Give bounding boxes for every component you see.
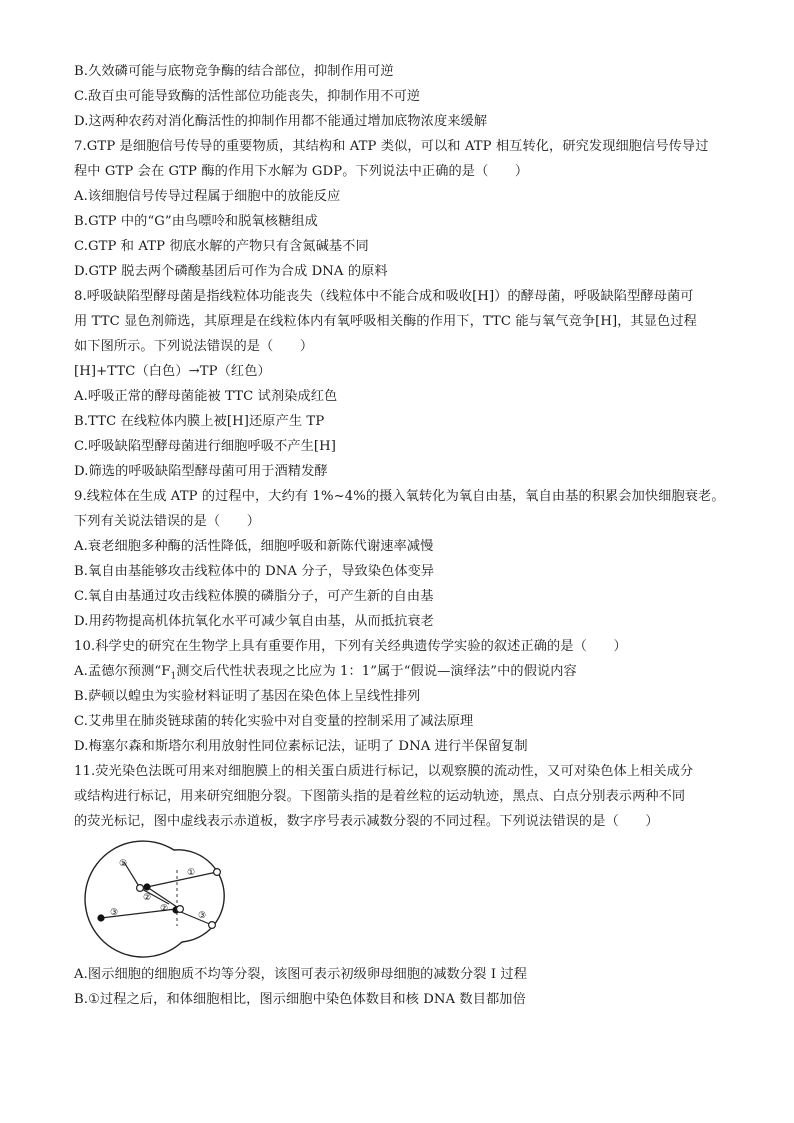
question-11-stem: 的荧光标记，图中虚线表示赤道板，数字序号表示减数分裂的不同过程。下列说法错误的是（ ） — [74, 814, 659, 829]
cell-membrane-outline — [85, 841, 224, 957]
track-1c — [147, 872, 217, 887]
label-step: ② — [143, 893, 152, 903]
option-line: D.筛选的呼吸缺陷型酵母菌可用于酒精发酵 — [74, 464, 328, 479]
option-line: A.该细胞信号传导过程属于细胞中的放能反应 — [74, 189, 341, 204]
option-line: A.衰老细胞多种酶的活性降低，细胞呼吸和新陈代谢速率减慢 — [74, 539, 434, 554]
question-8-stem: 用 TTC 显色剂筛选，其原理是在线粒体内有氧呼吸相关酶的作用下，TTC 能与氧气竞争[H]，其显色过程 — [74, 314, 697, 329]
white-dot — [177, 906, 184, 913]
white-dot — [209, 922, 216, 929]
option-line: C.GTP 和 ATP 彻底水解的产物只有含氮碱基不同 — [74, 239, 369, 254]
option-line: B.GTP 中的“G”由鸟嘌呤和脱氧核糖组成 — [74, 214, 318, 229]
option-line: C.呼吸缺陷型酵母菌进行细胞呼吸不产生[H] — [74, 439, 336, 454]
cell-division-figure — [72, 838, 248, 960]
option-line: A.图示细胞的细胞质不均等分裂，该图可表示初级卵母细胞的减数分裂 I 过程 — [74, 967, 528, 982]
label-step: ③ — [110, 908, 119, 918]
label-step: ③ — [198, 911, 207, 921]
text-line: B.久效磷可能与底物竞争酶的结合部位，抑制作用可逆 — [74, 64, 394, 79]
option-line: D.用药物提高机体抗氧化水平可减少氧自由基，从而抵抗衰老 — [74, 614, 434, 629]
option-line: C.氧自由基通过攻击线粒体膜的磷脂分子，可产生新的自由基 — [74, 589, 434, 604]
white-dot — [137, 885, 144, 892]
option-line: C.艾弗里在肺炎链球菌的转化实验中对自变量的控制采用了减法原理 — [74, 714, 474, 729]
text-line: C.敌百虫可能导致酶的活性部位功能丧失，抑制作用不可逆 — [74, 89, 421, 104]
option-line: B.萨顿以蝗虫为实验材料证明了基因在染色体上呈线性排列 — [74, 689, 421, 704]
option-line: D.梅塞尔森和斯塔尔利用放射性同位素标记法，证明了 DNA 进行半保留复制 — [74, 739, 528, 754]
question-7-stem: 7.GTP 是细胞信号传导的重要物质，其结构和 ATP 类似，可以和 ATP 相互转化，研究发现细胞信号传导过 — [74, 139, 709, 154]
white-dot — [214, 869, 221, 876]
subscript: 1 — [170, 671, 177, 682]
option-text: 测交后代性状表现之比应为 1：1”属于“假说—演绎法”中的假说内容 — [176, 664, 577, 679]
question-10-stem: 10.科学史的研究在生物学上具有重要作用，下列有关经典遗传学实验的叙述正确的是（ ） — [74, 639, 627, 654]
question-7-stem: 程中 GTP 会在 GTP 酶的作用下水解为 GDP。下列说法中正确的是（ ） — [74, 164, 529, 179]
text-line: D.这两种农药对消化酶活性的抑制作用都不能通过增加底物浓度来缓解 — [74, 114, 488, 129]
reaction-equation: [H]+TTC（白色）→TP（红色） — [74, 364, 271, 379]
label-step: ② — [160, 904, 169, 914]
black-dot — [97, 914, 104, 921]
question-11-stem: 或结构进行标记，用来研究细胞分裂。下图箭头指的是着丝粒的运动轨迹，黑点、白点分别表示两种不同 — [74, 789, 686, 804]
option-line — [74, 660, 734, 684]
question-9-stem: 下列有关说法错误的是（ ） — [74, 514, 261, 529]
option-text: A.孟德尔预测“F — [74, 664, 171, 679]
black-dot — [143, 883, 150, 890]
question-9-stem: 9.线粒体在生成 ATP 的过程中，大约有 1%~4%的摄入氧转化为氧自由基，氧自由基的积累会加快细胞衰老。 — [74, 489, 725, 504]
question-11-stem: 11.荧光染色法既可用来对细胞膜上的相关蛋白质进行标记，以观察膜的流动性，又可对染色体上相关成分 — [74, 764, 694, 779]
option-line: A.呼吸正常的酵母菌能被 TTC 试剂染成红色 — [74, 389, 338, 404]
option-line: D.GTP 脱去两个磷酸基团后可作为合成 DNA 的原料 — [74, 264, 388, 279]
option-line: B.①过程之后，和体细胞相比，图示细胞中染色体数目和核 DNA 数目都加倍 — [74, 992, 526, 1007]
question-8-stem: 如下图所示。下列说法错误的是（ ） — [74, 339, 314, 354]
label-step: ① — [119, 859, 128, 869]
option-line: B.TTC 在线粒体内膜上被[H]还原产生 TP — [74, 414, 325, 429]
option-line: B.氧自由基能够攻击线粒体中的 DNA 分子，导致染色体变异 — [74, 564, 435, 579]
label-step: ① — [187, 868, 196, 878]
question-8-stem: 8.呼吸缺陷型酵母菌是指线粒体功能丧失（线粒体中不能合成和吸收[H]）的酵母菌，呼吸缺陷型酵母菌可 — [74, 289, 694, 304]
